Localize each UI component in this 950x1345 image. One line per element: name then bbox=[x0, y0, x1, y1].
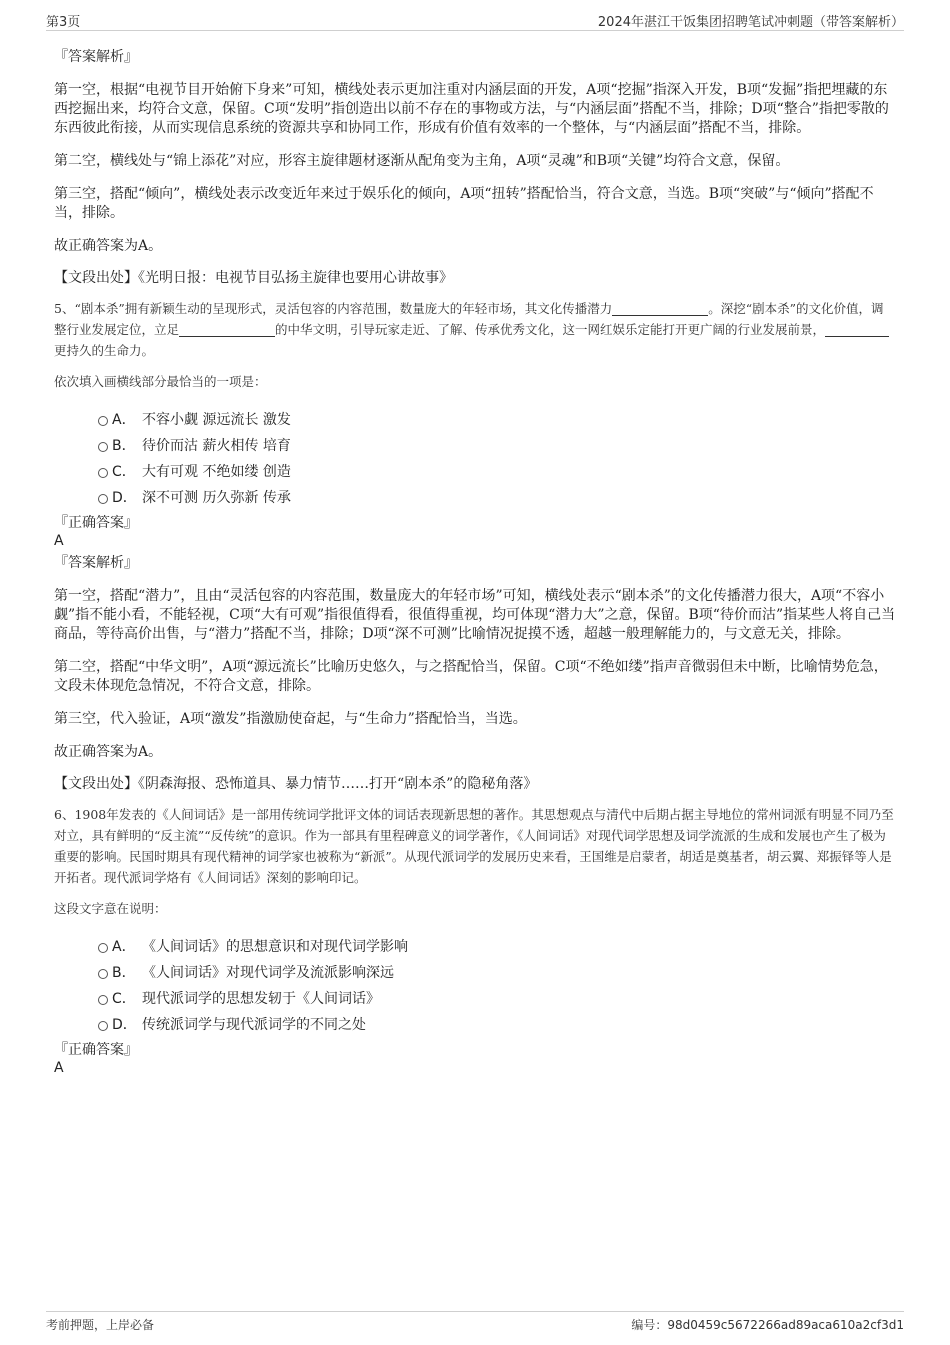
correct-answer-label: 『正确答案』 bbox=[54, 515, 138, 531]
correct-answer-label: 『正确答案』 bbox=[54, 1042, 138, 1058]
document-code: 编号：98d0459c5672266ad89aca610a2cf3d1 bbox=[631, 1318, 904, 1332]
analysis-paragraph-1: 第一空，搭配“潜力”，且由“灵活包容的内容范围，数量庞大的年轻市场”可知，横线处表示“剧本杀”的文化传播潜力很大，A项“不容小觑”指不能小看，不能轻视，C项“大有可观”指很值得看，很值得重视，均可体现“潜力大”之意，保留。B项“待价而沽”指某些人将自己当商品，等待高价出售，与“潜力”搭配不当，排除；D项“深不可测”比喻情况捉摸不透，超越一般理解能力的，与文意无关，排除。 bbox=[54, 588, 896, 642]
radio-button[interactable] bbox=[98, 494, 108, 504]
source-citation: 【文段出处】《光明日报：电视节目弘扬主旋律也要用心讲故事》 bbox=[54, 270, 453, 286]
analysis-label: 『答案解析』 bbox=[54, 49, 138, 65]
source-citation: 【文段出处】《阴森海报、恐怖道具、暴力情节……打开“剧本杀”的隐秘角落》 bbox=[54, 776, 538, 792]
analysis-label: 『答案解析』 bbox=[54, 555, 138, 571]
footer-slogan: 考前押题，上岸必备 bbox=[46, 1318, 155, 1332]
analysis-paragraph-3: 第三空，代入验证，A项“激发”指激励使奋起，与“生命力”搭配恰当，当选。 bbox=[54, 711, 527, 727]
page-number: 第3页 bbox=[46, 15, 81, 30]
analysis-paragraph-2: 第二空，横线处与“锦上添花”对应，形容主旋律题材逐渐从配角变为主角，A项“灵魂”和B项“关键”均符合文意，保留。 bbox=[54, 153, 790, 169]
option-c[interactable]: C． 大有可观 不绝如缕 创造 bbox=[54, 459, 896, 485]
radio-button[interactable] bbox=[98, 468, 108, 478]
blank-1 bbox=[612, 301, 708, 316]
radio-button[interactable] bbox=[98, 943, 108, 953]
question-6-prompt: 这段文字意在说明： bbox=[54, 901, 167, 916]
question-5-options bbox=[54, 407, 896, 511]
correct-answer-value: A bbox=[54, 533, 64, 549]
page-footer bbox=[46, 1311, 904, 1336]
question-6-stem: 6、1908年发表的《人间词话》是一部用传统词学批评文体的词话表现新思想的著作。其思想观点与清代中后期占据主导地位的常州词派有明显不同乃至对立，具有鲜明的“反主流”“反传统”的意识。作为一部具有里程碑意义的词学著作，《人间词话》对现代词学思想及词学流派的生成和发展也产生了极为重要的影响。民国时期具有现代精神的词学家也被称为“新派”。从现代派词学的发展历史来看，王国维是启蒙者，胡适是奠基者，胡云翼、郑振铎等人是开拓者。现代派词学烙有《人间词话》深刻的影响印记。 bbox=[54, 807, 894, 885]
option-a[interactable]: A． 不容小觑 源远流长 激发 bbox=[54, 407, 896, 433]
question-5-stem: 5、“剧本杀”拥有新颖生动的呈现形式，灵活包容的内容范围，数量庞大的年轻市场，其文化传播潜力 。深挖“剧本杀”的文化价值，调整行业发展定位，立足 的中华文明，引导玩家走近、了解、传承优秀文化，这一网红娱乐定能打开更广阔的行业发展前景，更持久的生命力。 bbox=[54, 298, 896, 361]
radio-button[interactable] bbox=[98, 442, 108, 452]
document-title: 2024年湛江干饭集团招聘笔试冲刺题（带答案解析） bbox=[597, 15, 904, 30]
analysis-paragraph-1: 第一空，根据“电视节目开始俯下身来”可知，横线处表示更加注重对内涵层面的开发，A项“挖掘”指深入开发，B项“发掘”指把埋藏的东西挖掘出来，均符合文意，保留。C项“发明”指创造出以前不存在的事物或方法，与“内涵层面”搭配不当，排除；D项“整合”指把零散的东西彼此衔接，从而实现信息系统的资源共享和协同工作，形成有价值有效率的一个整体，与“内涵层面”搭配不当，排除。 bbox=[54, 82, 889, 136]
page-header bbox=[46, 8, 904, 31]
question-5-prompt: 依次填入画横线部分最恰当的一项是： bbox=[54, 374, 267, 389]
analysis-paragraph-2: 第二空，搭配“中华文明”，A项“源远流长”比喻历史悠久，与之搭配恰当，保留。C项“不绝如缕”指声音微弱但未中断，比喻情势危急，文段未体现危急情况，不符合文意，排除。 bbox=[54, 659, 888, 694]
radio-button[interactable] bbox=[98, 995, 108, 1005]
blank-3 bbox=[825, 322, 889, 337]
radio-button[interactable] bbox=[98, 969, 108, 979]
radio-button[interactable] bbox=[98, 1021, 108, 1031]
option-d[interactable]: D． 传统派词学与现代派词学的不同之处 bbox=[54, 1012, 896, 1038]
answer-conclusion: 故正确答案为A。 bbox=[54, 238, 163, 254]
option-b[interactable]: B． 待价而沽 薪火相传 培育 bbox=[54, 433, 896, 459]
analysis-paragraph-3: 第三空，搭配“倾向”，横线处表示改变近年来过于娱乐化的倾向，A项“扭转”搭配恰当，符合文意，当选。B项“突破”与“倾向”搭配不当，排除。 bbox=[54, 186, 874, 221]
option-c[interactable]: C． 现代派词学的思想发轫于《人间词话》 bbox=[54, 986, 896, 1012]
radio-button[interactable] bbox=[98, 416, 108, 426]
page-content bbox=[54, 46, 896, 1077]
correct-answer-value: A bbox=[54, 1060, 64, 1076]
answer-conclusion: 故正确答案为A。 bbox=[54, 744, 163, 760]
option-b[interactable]: B． 《人间词话》对现代词学及流派影响深远 bbox=[54, 960, 896, 986]
option-a[interactable]: A． 《人间词话》的思想意识和对现代词学影响 bbox=[54, 934, 896, 960]
question-6-options bbox=[54, 934, 896, 1038]
option-d[interactable]: D． 深不可测 历久弥新 传承 bbox=[54, 485, 896, 511]
blank-2 bbox=[179, 322, 275, 337]
